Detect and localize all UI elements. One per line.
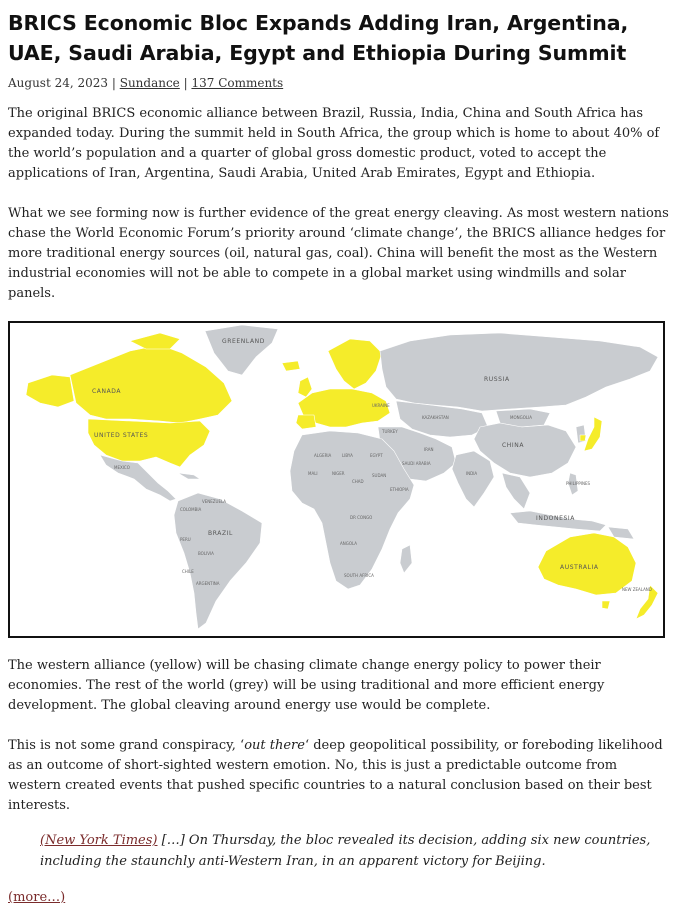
quote-text: […] On Thursday, the bloc revealed its decision, adding six new countries, including the staunchly anti-Western Iran, in an apparent victory for Beijing. — [40, 833, 651, 869]
map-label-philippines: PHILIPPINES — [566, 481, 591, 486]
map-label-australia: AUSTRALIA — [560, 564, 599, 571]
map-label-niger: NIGER — [332, 471, 345, 476]
map-label-india: INDIA — [466, 471, 478, 476]
article-title: BRICS Economic Bloc Expands Adding Iran, Argentina, UAE, Saudi Arabia, Egypt and Ethiopia During Summit — [8, 11, 629, 65]
map-label-saudi-arabia: SAUDI ARABIA — [402, 461, 431, 466]
map-label-china: CHINA — [502, 442, 525, 449]
map-label-ethiopia: ETHIOPIA — [390, 487, 409, 492]
map-label-angola: ANGOLA — [340, 541, 358, 546]
map-label-kazakhstan: KAZAKHSTAN — [422, 415, 449, 420]
map-label-algeria: ALGERIA — [314, 453, 332, 458]
paragraph-3: The western alliance (yellow) will be chasing climate change energy policy to power their economies. The rest of the world (grey) will be using traditional and more efficient energy development. The global cleaving around energy use would be complete. — [8, 658, 605, 713]
map-label-canada: CANADA — [92, 388, 122, 395]
map-label-chad: CHAD — [352, 479, 364, 484]
map-label-venezuela: VENEZUELA — [202, 499, 227, 504]
map-label-argentina: ARGENTINA — [196, 581, 220, 586]
paragraph-4-emphasis: out there — [244, 738, 305, 753]
map-label-mongolia: MONGOLIA — [510, 415, 532, 420]
map-label-russia: RUSSIA — [484, 376, 510, 383]
more-link[interactable]: (more…) — [8, 890, 66, 905]
paragraph-1: The original BRICS economic alliance between Brazil, Russia, India, China and South Africa has expanded today. During the summit held in South Africa, the group which is home to about 40% of the world’s population and a quarter of global gross domestic product, voted to accept the applications of Iran, Argentina, Saudi Arabia, United Arab Emirates, Egypt and Ethiopia. — [8, 106, 660, 181]
map-label-chile: CHILE — [182, 569, 194, 574]
meta-separator: | — [179, 76, 192, 90]
paragraph-4 — [8, 736, 669, 816]
map-label-greenland: GREENLAND — [222, 338, 265, 345]
paragraph-2: What we see forming now is further evidence of the great energy cleaving. As most western nations chase the World Economic Forum’s priority around ‘climate change’, the BRICS alliance hedges for more traditional energy sources (oil, natural gas, coal). China will benefit the most as the Western industrial economies will not be able to compete in a global market using windmills and solar panels. — [8, 206, 669, 301]
map-label-indonesia: INDONESIA — [536, 515, 575, 522]
blockquote — [40, 830, 669, 872]
author-link[interactable]: Sundance — [119, 76, 180, 90]
map-label-brazil: BRAZIL — [208, 530, 233, 537]
article-meta — [8, 76, 669, 90]
map-label-mali: MALI — [308, 471, 318, 476]
comments-link[interactable]: 137 Comments — [191, 76, 284, 90]
post-date: August 24, 2023 — [8, 76, 109, 90]
map-label-sudan: SUDAN — [372, 473, 387, 478]
map-label-united-states: UNITED STATES — [94, 432, 149, 439]
read-more — [8, 890, 669, 905]
world-map — [10, 323, 663, 636]
map-label-mexico: MEXICO — [114, 465, 130, 470]
paragraph-4-part-2: ‘ deep geopolitical possibility, or foreboding likelihood as an outcome of short-sighted western emotion. No, this is just a predictable outcome from western created events that pushed specific countries to a natural conclusion based on their best interests. — [8, 738, 663, 813]
meta-separator: | — [108, 76, 120, 90]
map-label-south-africa: SOUTH AFRICA — [344, 573, 374, 578]
paragraph-4-part-1: This is not some grand conspiracy, ‘ — [8, 738, 245, 753]
map-label-ukraine: UKRAINE — [372, 403, 390, 408]
map-label-new-zealand: NEW ZEALAND — [622, 587, 652, 592]
map-label-colombia: COLOMBIA — [180, 507, 202, 512]
map-label-iran: IRAN — [424, 447, 434, 452]
map-label-turkey: TURKEY — [382, 429, 398, 434]
quote-source-link[interactable]: (New York Times) — [40, 833, 158, 848]
map-label-egypt: EGYPT — [370, 453, 383, 458]
map-label-libya: LIBYA — [342, 453, 353, 458]
world-map-image — [8, 321, 665, 638]
map-label-bolivia: BOLIVIA — [198, 551, 214, 556]
map-label-dr-congo: DR CONGO — [350, 515, 373, 520]
map-label-peru: PERU — [180, 537, 191, 542]
